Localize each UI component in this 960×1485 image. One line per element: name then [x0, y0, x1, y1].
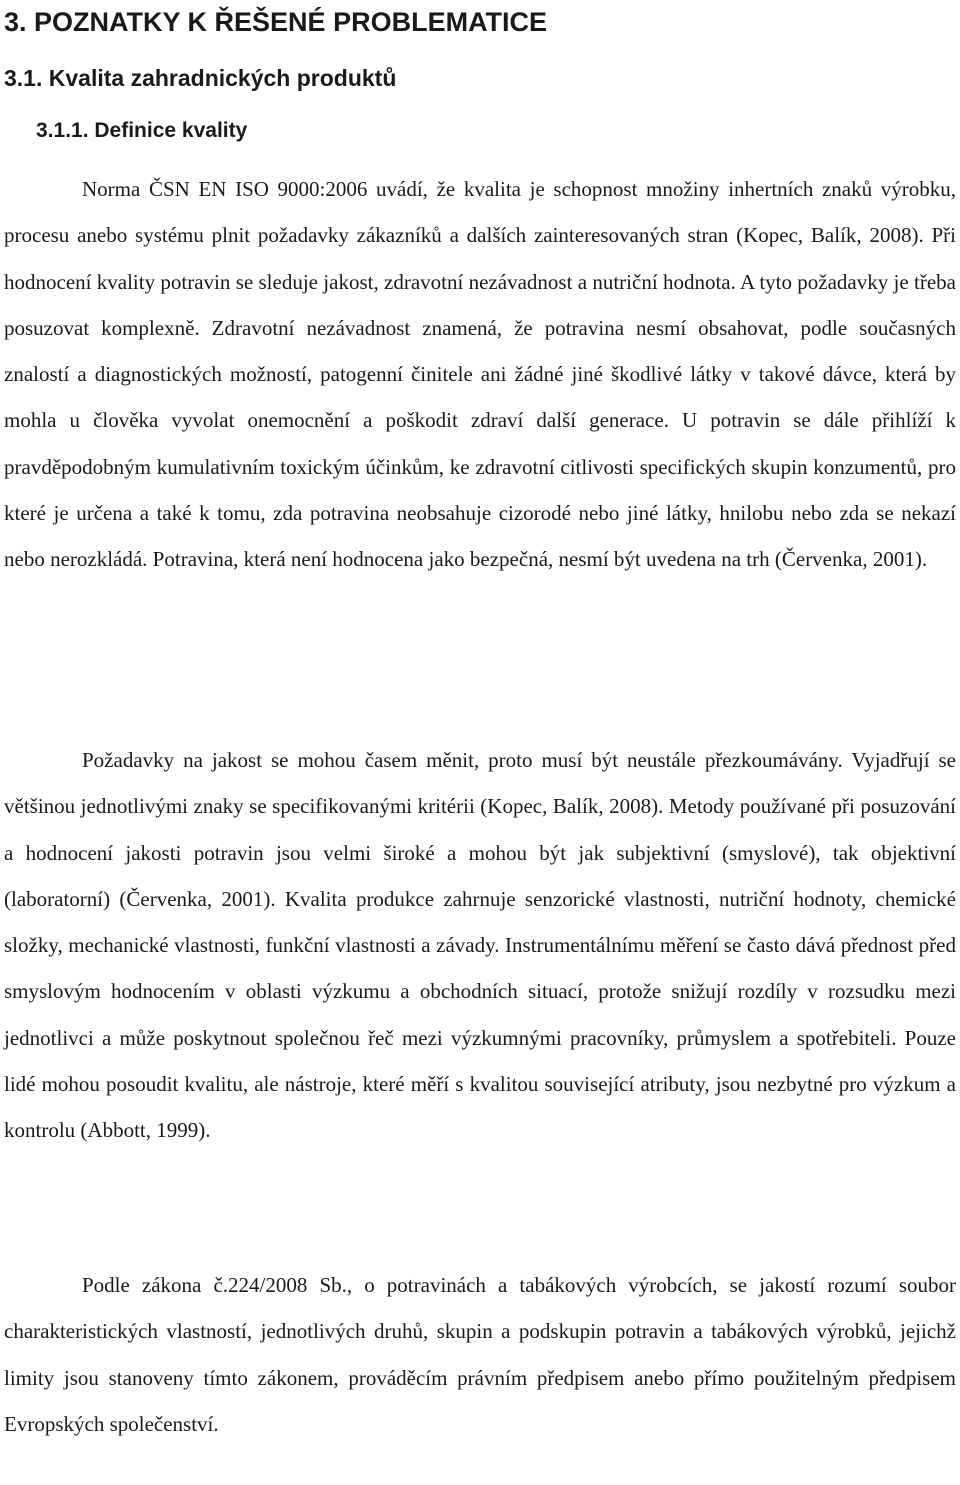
paragraph-quality-requirements: Požadavky na jakost se mohou časem měnit, proto musí být neustále přezkoumávány. Vyjadřují se většinou jednotlivými znaky se specifikovanými kritérii (Kopec, Balík, 2008). Metody používané při posuzování a hodnocení jakosti potravin jsou velmi široké a mohou být jak subjektivní (smyslové), tak objektivní (laboratorní) (Červenka, 2001). Kvalita produkce zahrnuje senzorické vlastnosti, nutriční hodnoty, chemické složky, mechanické vlastnosti, funkční vlastnosti a závady. Instrumentálnímu měření se často dává přednost před smyslovým hodnocením v oblasti výzkumu a obchodních situací, protože snižují rozdíly v rozsudku mezi jednotlivci a může poskytnout společnou řeč mezi výzkumnými pracovníky, průmyslem a spotřebiteli. Pouze lidé mohou posoudit kvalitu, ale nástroje, které měří s kvalitou související atributy, jsou nezbytné pro výzkum a kontrolu (Abbott, 1999).: [4, 748, 956, 1143]
section-heading: 3.1. Kvalita zahradnických produktů: [4, 65, 397, 91]
paragraph-quality-definition: Norma ČSN EN ISO 9000:2006 uvádí, že kvalita je schopnost množiny inhertních znaků výrobku, procesu anebo systému plnit požadavky zákazníků a dalších zainteresovaných stran (Kopec, Balík, 2008). Při hodnocení kvality potravin se sleduje jakost, zdravotní nezávadnost a nutriční hodnota. A tyto požadavky je třeba posuzovat komplexně. Zdravotní nezávadnost znamená, že potravina nesmí obsahovat, podle současných znalostí a diagnostických možností, patogenní činitele ani žádné jiné škodlivé látky v takové dávce, která by mohla u člověka vyvolat onemocnění a poškodit zdraví další generace. U potravin se dále přihlíží k pravděpodobným kumulativním toxickým účinkům, ke zdravotní citlivosti specifických skupin konzumentů, pro které je určena a také k tomu, zda potravina neobsahuje cizorodé nebo jiné látky, hnilobu nebo zda se nekazí nebo nerozkládá. Potravina, která není hodnocena jako bezpečná, nesmí být uvedena na trh (Červenka, 2001).: [4, 177, 956, 572]
paragraph-legal-definition: Podle zákona č.224/2008 Sb., o potravinách a tabákových výrobcích, se jakostí rozumí soubor charakteristických vlastností, jednotlivých druhů, skupin a podskupin potravin a tabákových výrobků, jejichž limity jsou stanoveny tímto zákonem, prováděcím právním předpisem anebo přímo použitelným předpisem Evropských společenství.: [4, 1273, 956, 1436]
subsection-heading: 3.1.1. Definice kvality: [36, 119, 248, 142]
chapter-heading: 3. POZNATKY K ŘEŠENÉ PROBLEMATICE: [4, 7, 548, 37]
